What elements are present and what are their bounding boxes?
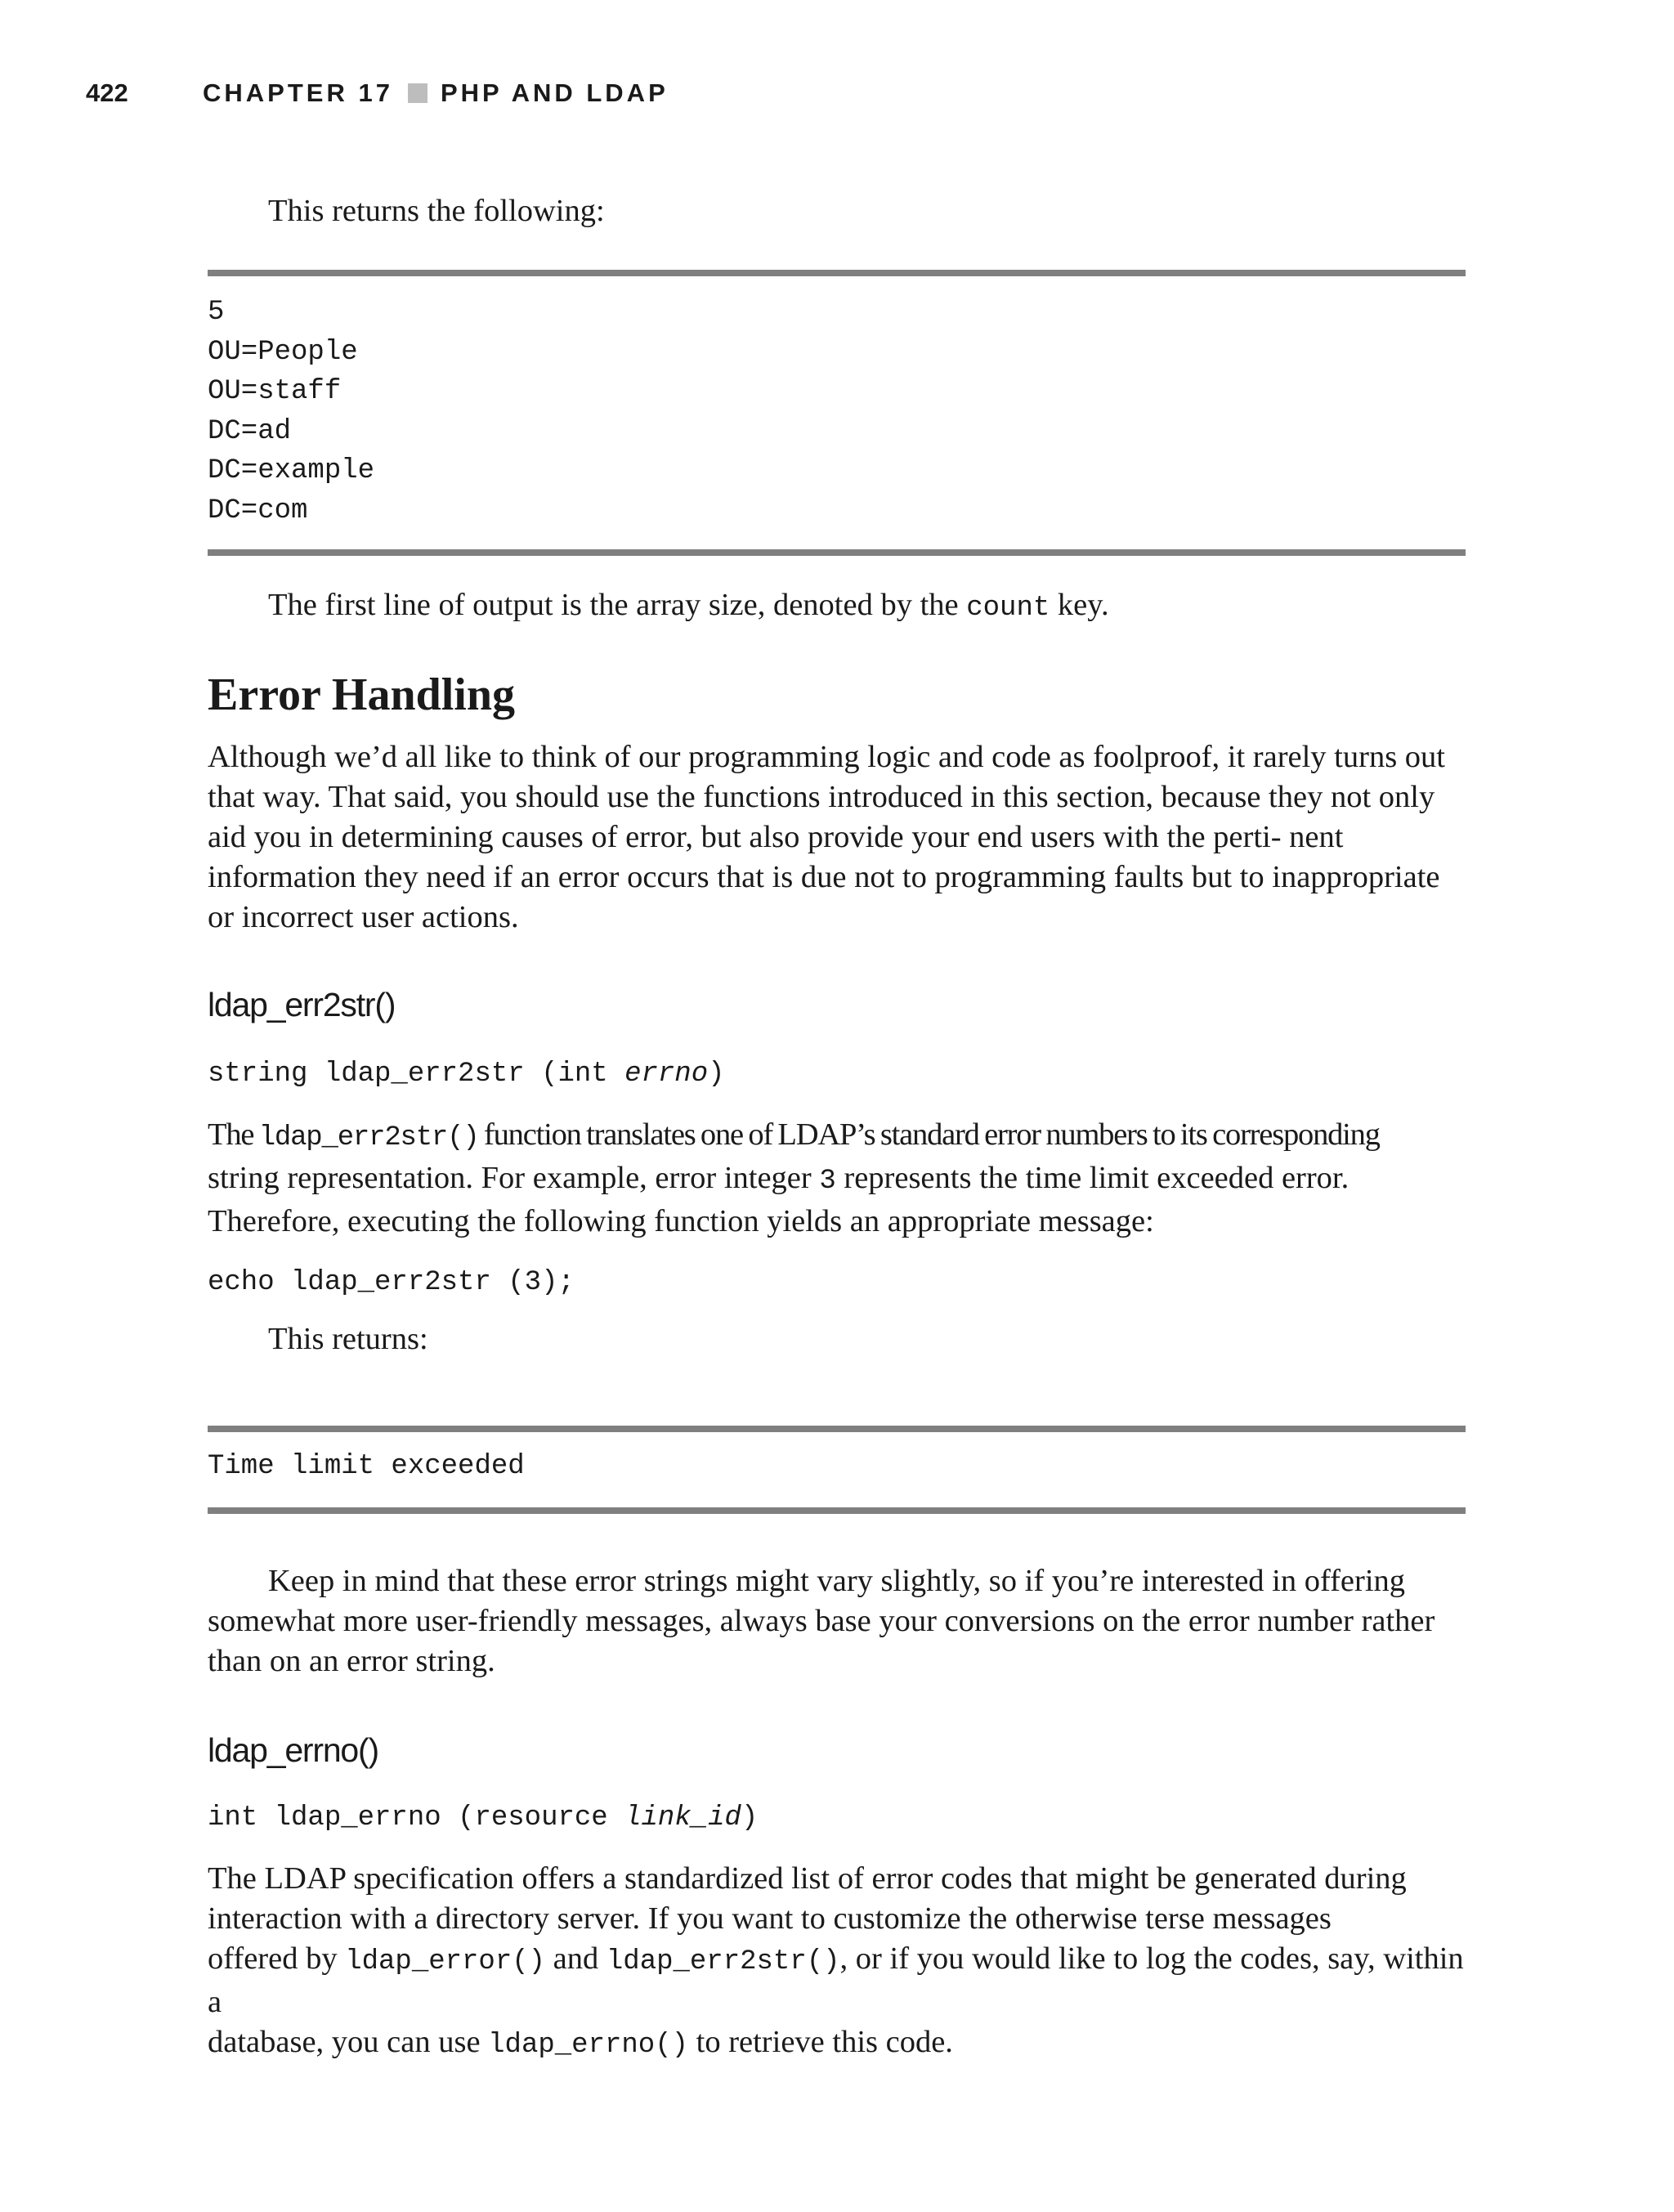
running-header — [86, 78, 1475, 118]
errno-signature: int ldap_errno (resource link_id) — [208, 1802, 759, 1834]
chapter-label: CHAPTER 17 — [203, 78, 393, 107]
errno-line-3: offered by ldap_error() and ldap_err2str(), or if you would like to log the codes, say, within a — [208, 1941, 1464, 2019]
page-number: 422 — [86, 78, 128, 107]
err2str-line-3: Therefore, executing the following function yields an appropriate message: — [208, 1204, 1154, 1238]
output-line: OU=People — [208, 336, 358, 368]
section-heading-error-handling: Error Handling — [208, 669, 516, 720]
inline-code-count: count — [966, 593, 1050, 624]
separator-square — [408, 83, 427, 103]
subsection-heading-err2str: ldap_err2str() — [208, 986, 396, 1023]
subsection-heading-errno: ldap_errno() — [208, 1731, 378, 1769]
returns-text: This returns: — [268, 1322, 428, 1356]
errno-line-4: database, you can use ldap_errno() to retrieve this code. — [208, 2025, 953, 2061]
inline-code-ldap-error: ldap_error() — [345, 1946, 546, 1977]
signature-param: errno — [624, 1059, 709, 1090]
output-block — [208, 293, 1466, 531]
error-strings-paragraph: Keep in mind that these error strings might vary slightly, so if you’re interested in offering somewhat more user-friendly messages, always base your conversions on the error number rather than on an error string. — [208, 1564, 1435, 1678]
array-size-paragraph: The first line of output is the array size, denoted by the count key. — [268, 588, 1109, 624]
inline-code-ldap-errno: ldap_errno() — [488, 2030, 688, 2061]
err2str-output-bottom-rule — [208, 1507, 1466, 1514]
err2str-output-top-rule — [208, 1426, 1466, 1432]
output-line: DC=ad — [208, 415, 292, 447]
inline-code-ldap-err2str: ldap_err2str() — [606, 1946, 840, 1977]
inline-code-err2str: ldap_err2str() — [258, 1122, 479, 1153]
output-line: OU=staff — [208, 376, 342, 407]
errno-line-1: The LDAP specification offers a standardized list of error codes that might be generated during — [208, 1861, 1407, 1896]
output-line: DC=com — [208, 495, 308, 526]
err2str-output: Time limit exceeded — [208, 1451, 525, 1482]
output-top-rule — [208, 270, 1466, 276]
error-handling-paragraph: Although we’d all like to think of our programming logic and code as foolproof, it rarely turns out that way. That said, you should use the functions introduced in this section, because they not only aid you in determining causes of error, but also provide your end users with the perti- nent information they need if an error occurs that is due not to programming faults but to inappropriate or incorrect user actions. — [208, 740, 1446, 934]
err2str-example-code: echo ldap_err2str (3); — [208, 1267, 575, 1298]
err2str-signature: string ldap_err2str (int errno) — [208, 1059, 725, 1090]
output-line: DC=example — [208, 455, 375, 486]
err2str-line-1: The ldap_err2str() function translates one of LDAP’s standard error numbers to its corresponding — [208, 1117, 1380, 1153]
chapter-title: PHP AND LDAP — [440, 78, 669, 107]
running-head — [203, 78, 669, 108]
returns-following-text: This returns the following: — [268, 194, 605, 228]
err2str-paragraph — [208, 1115, 1466, 1242]
signature-param: link_id — [624, 1802, 741, 1834]
output-bottom-rule — [208, 549, 1466, 556]
output-line: 5 — [208, 297, 225, 328]
errno-line-2: interaction with a directory server. If you want to customize the otherwise terse messages — [208, 1901, 1332, 1936]
errno-paragraph — [208, 1859, 1466, 2066]
inline-code-3: 3 — [819, 1166, 836, 1197]
err2str-line-2: string representation. For example, error integer 3 represents the time limit exceeded error. — [208, 1161, 1349, 1197]
